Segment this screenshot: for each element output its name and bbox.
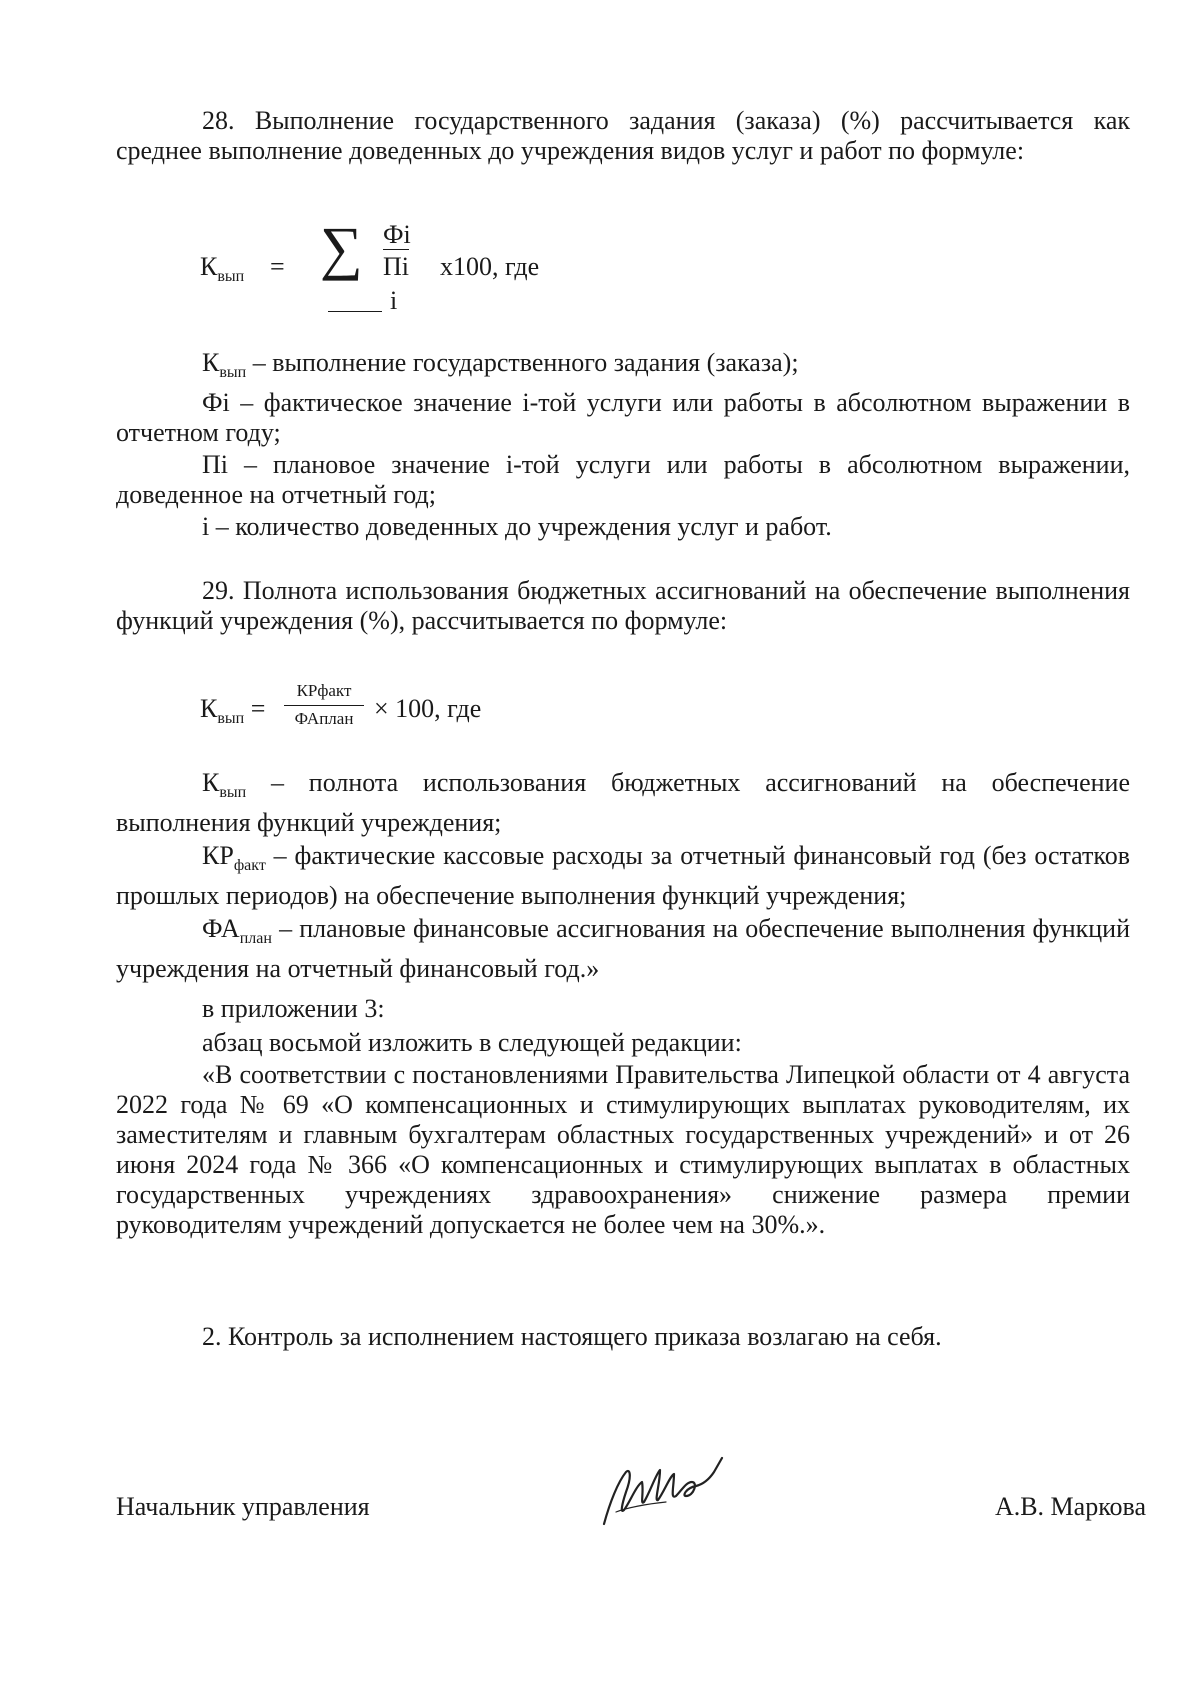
formula-2-fraction (284, 680, 364, 730)
formula-1-k: $К_{вып}$ (200, 252, 245, 285)
formula-1 (200, 208, 600, 318)
definition-kr-fakt: $КР_{факт}$ – фактические кассовые расходы за отчетный финансовый год (без остатков прошлых периодов) на обеспечение выполнения функций учреждения; (116, 841, 1130, 910)
definition-k-vyp-2: $К_{вып}$ – полнота использования бюджетных ассигнований на обеспечение выполнения функций учреждения; (116, 768, 1130, 837)
formula-1-tail: x100, где (440, 252, 540, 281)
formula-2-numerator: КРфакт (296, 681, 352, 700)
paragraph-2 (116, 1322, 1130, 1352)
formula-1-sigma: ∑ (320, 215, 363, 281)
formula-2-tail: × 100, где (374, 694, 482, 723)
paragraph-28 (116, 106, 1130, 166)
paragraph-29 (116, 576, 1130, 636)
definitions-1 (116, 348, 1130, 542)
formula-2 (200, 680, 600, 740)
formula-1-underline (328, 311, 382, 312)
formula-1-denominator: Пi (383, 252, 409, 281)
definition-pi: Пi – плановое значение i-той услуги или работы в абсолютном выражении, доведенное на отчетный год; (116, 450, 1130, 509)
definition-fa-plan: $ФА_{план}$ – плановые финансовые ассигнования на обеспечение выполнения функций учреждения на отчетный финансовый год.» (116, 914, 1130, 983)
signatory-title: Начальник управления (116, 1492, 370, 1521)
appendix-3-section (116, 994, 1130, 1240)
appendix-3-quote: «В соответствии с постановлениями Правительства Липецкой области от 4 августа 2022 года № 69 «О компенсационных и стимулирующих выплатах руководителям, их заместителям и главным бухгалтерам областных государственных учреждений» и от 26 июня 2024 года № 366 «О компенсационных и стимулирующих выплатах в областных государственных учреждениях здравоохранения» снижение размера премии руководителям учреждений допускается не более чем на 30%.». (116, 1060, 1130, 1239)
paragraph-2-text: 2. Контроль за исполнением настоящего приказа возлагаю на себя. (202, 1322, 942, 1351)
definition-i: i – количество доведенных до учреждения услуг и работ. (202, 512, 832, 541)
definition-fi: Фi – фактическое значение i-той услуги или работы в абсолютном выражении в отчетном году; (116, 388, 1130, 447)
formula-1-equals: = (270, 252, 285, 281)
formula-2-k: $К_{вып}$ = (200, 694, 266, 727)
formula-1-fraction-bar (383, 249, 409, 250)
definitions-2 (116, 768, 1130, 984)
formula-1-index: i (390, 286, 398, 315)
handwritten-signature (586, 1452, 736, 1532)
formula-1-numerator: Фi (383, 220, 411, 249)
appendix-3-intro: в приложении 3: (202, 994, 385, 1023)
paragraph-28-line2: среднее выполнение доведенных до учреждения видов услуг и работ по формуле: (116, 136, 1025, 165)
appendix-3-instruction: абзац восьмой изложить в следующей редакции: (202, 1028, 742, 1057)
paragraph-28-line1: 28. Выполнение государственного задания (заказа) (%) рассчитывается как (202, 106, 1130, 135)
signature-row (116, 1452, 1146, 1542)
formula-2-fraction-bar (284, 705, 364, 706)
formula-2-denominator: ФАплан (294, 709, 354, 728)
signatory-name: А.В. Маркова (994, 1492, 1146, 1521)
paragraph-29-text: 29. Полнота использования бюджетных ассигнований на обеспечение выполнения функций учреждения (%), рассчитывается по формуле: (116, 576, 1130, 635)
definition-k-vyp: $К_{вып}$ – выполнение государственного задания (заказа); (202, 348, 799, 381)
